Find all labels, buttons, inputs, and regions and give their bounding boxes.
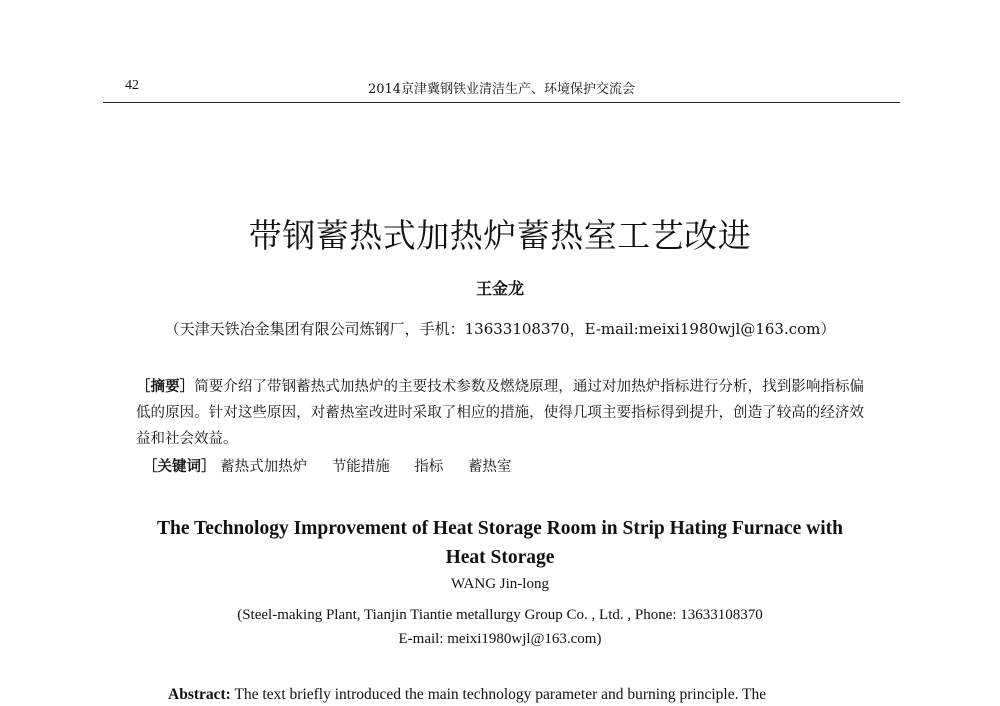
affiliation-en bbox=[0, 603, 1000, 651]
title-en-line-2: Heat Storage bbox=[445, 547, 555, 568]
keyword: 指标 bbox=[414, 459, 444, 475]
title-en-line-1: The Technology Improvement of Heat Storage Room in Strip Hating Furnace with bbox=[157, 518, 843, 539]
affiliation-en-line-2: E-mail: meixi1980wjl@163.com) bbox=[398, 631, 602, 647]
running-title: 2014京津冀钢铁业清洁生产、环境保护交流会 bbox=[367, 82, 636, 97]
abstract-cn-text: 简要介绍了带钢蓄热式加热炉的主要技术参数及燃烧原理，通过对加热炉指标进行分析，找到影响指标偏低的原因。针对这些原因，对蓄热室改进时采取了相应的措施，使得几项主要指标得到提升，创造了较高的经济效益和社会效益。 bbox=[136, 379, 865, 447]
abstract-cn-label: ［摘要］ bbox=[136, 379, 195, 395]
article-title-en bbox=[120, 514, 880, 572]
page-number: 42 bbox=[125, 78, 139, 93]
author-en: WANG Jin-long bbox=[451, 576, 549, 592]
abstract-en-label: Abstract: bbox=[168, 686, 231, 703]
keyword: 蓄热式加热炉 bbox=[220, 459, 308, 475]
author-cn: 王金龙 bbox=[475, 279, 524, 298]
abstract-en-text: The text briefly introduced the main technology parameter and burning principle. The bbox=[230, 686, 767, 703]
abstract-en bbox=[168, 686, 868, 704]
page-header bbox=[103, 76, 900, 100]
header-rule bbox=[103, 102, 900, 103]
affiliation-en-line-1: (Steel-making Plant, Tianjin Tiantie metallurgy Group Co. , Ltd. , Phone: 13633108370 bbox=[237, 607, 763, 623]
keywords-cn-label: ［关键词］ bbox=[143, 459, 216, 475]
abstract-cn bbox=[136, 374, 864, 452]
keywords-cn bbox=[143, 455, 531, 476]
article-title-cn: 带钢蓄热式加热炉蓄热室工艺改进 bbox=[248, 216, 752, 255]
affiliation-cn: （天津天铁冶金集团有限公司炼钢厂，手机：13633108370，E-mail:meixi1980wjl@163.com） bbox=[164, 320, 836, 338]
keyword: 节能措施 bbox=[331, 459, 390, 475]
keyword: 蓄热室 bbox=[467, 459, 512, 475]
